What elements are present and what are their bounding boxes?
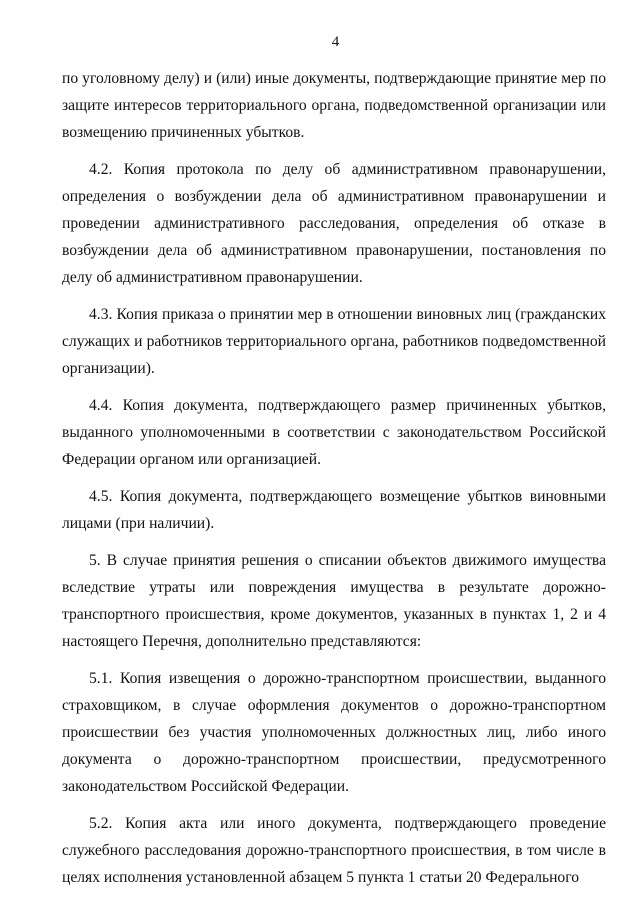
page-number: 4 [331,34,340,50]
paragraph-5: 5. В случае принятия решения о списании объектов движимого имущества вследствие утраты или повреждения имущества в результате дорожно-транспортного происшествия, кроме документов, указанных в пунктах 1, 2 и 4 настоящего Перечня, дополнительно представляются: [62,552,606,650]
paragraph-4-2: 4.2. Копия протокола по делу об административном правонарушении, определения о возбуждении дела об административном правонарушении и проведении административного расследования, определения об отказе в возбуждении дела об административном правонарушении, постановления по делу об административном правонарушении. [62,161,606,286]
paragraph-4-3: 4.3. Копия приказа о принятии мер в отношении виновных лиц (гражданских служащих и работников территориального органа, работников подведомственной организации). [62,306,606,377]
paragraph-5-2: 5.2. Копия акта или иного документа, подтверждающего проведение служебного расследования дорожно-транспортного происшествия, в том числе в целях исполнения установленной абзацем 5 пункта 1 статьи 20 Федерального [62,815,606,886]
paragraph-5-1: 5.1. Копия извещения о дорожно-транспортном происшествии, выданного страховщиком, в случае оформления документов о дорожно-транспортном происшествии без участия уполномоченных должностных лиц, либо иного документа о дорожно-транспортном происшествии, предусмотренного законодательством Российской Федерации. [62,670,606,795]
paragraph-4-4: 4.4. Копия документа, подтверждающего размер причиненных убытков, выданного уполномоченными в соответствии с законодательством Российской Федерации органом или организацией. [62,397,606,468]
paragraph-4-5: 4.5. Копия документа, подтверждающего возмещение убытков виновными лицами (при наличии). [62,488,606,532]
paragraph-continuation: по уголовному делу) и (или) иные документы, подтверждающие принятие мер по защите интересов территориального органа, подведомственной организации или возмещению причиненных убытков. [62,70,606,141]
